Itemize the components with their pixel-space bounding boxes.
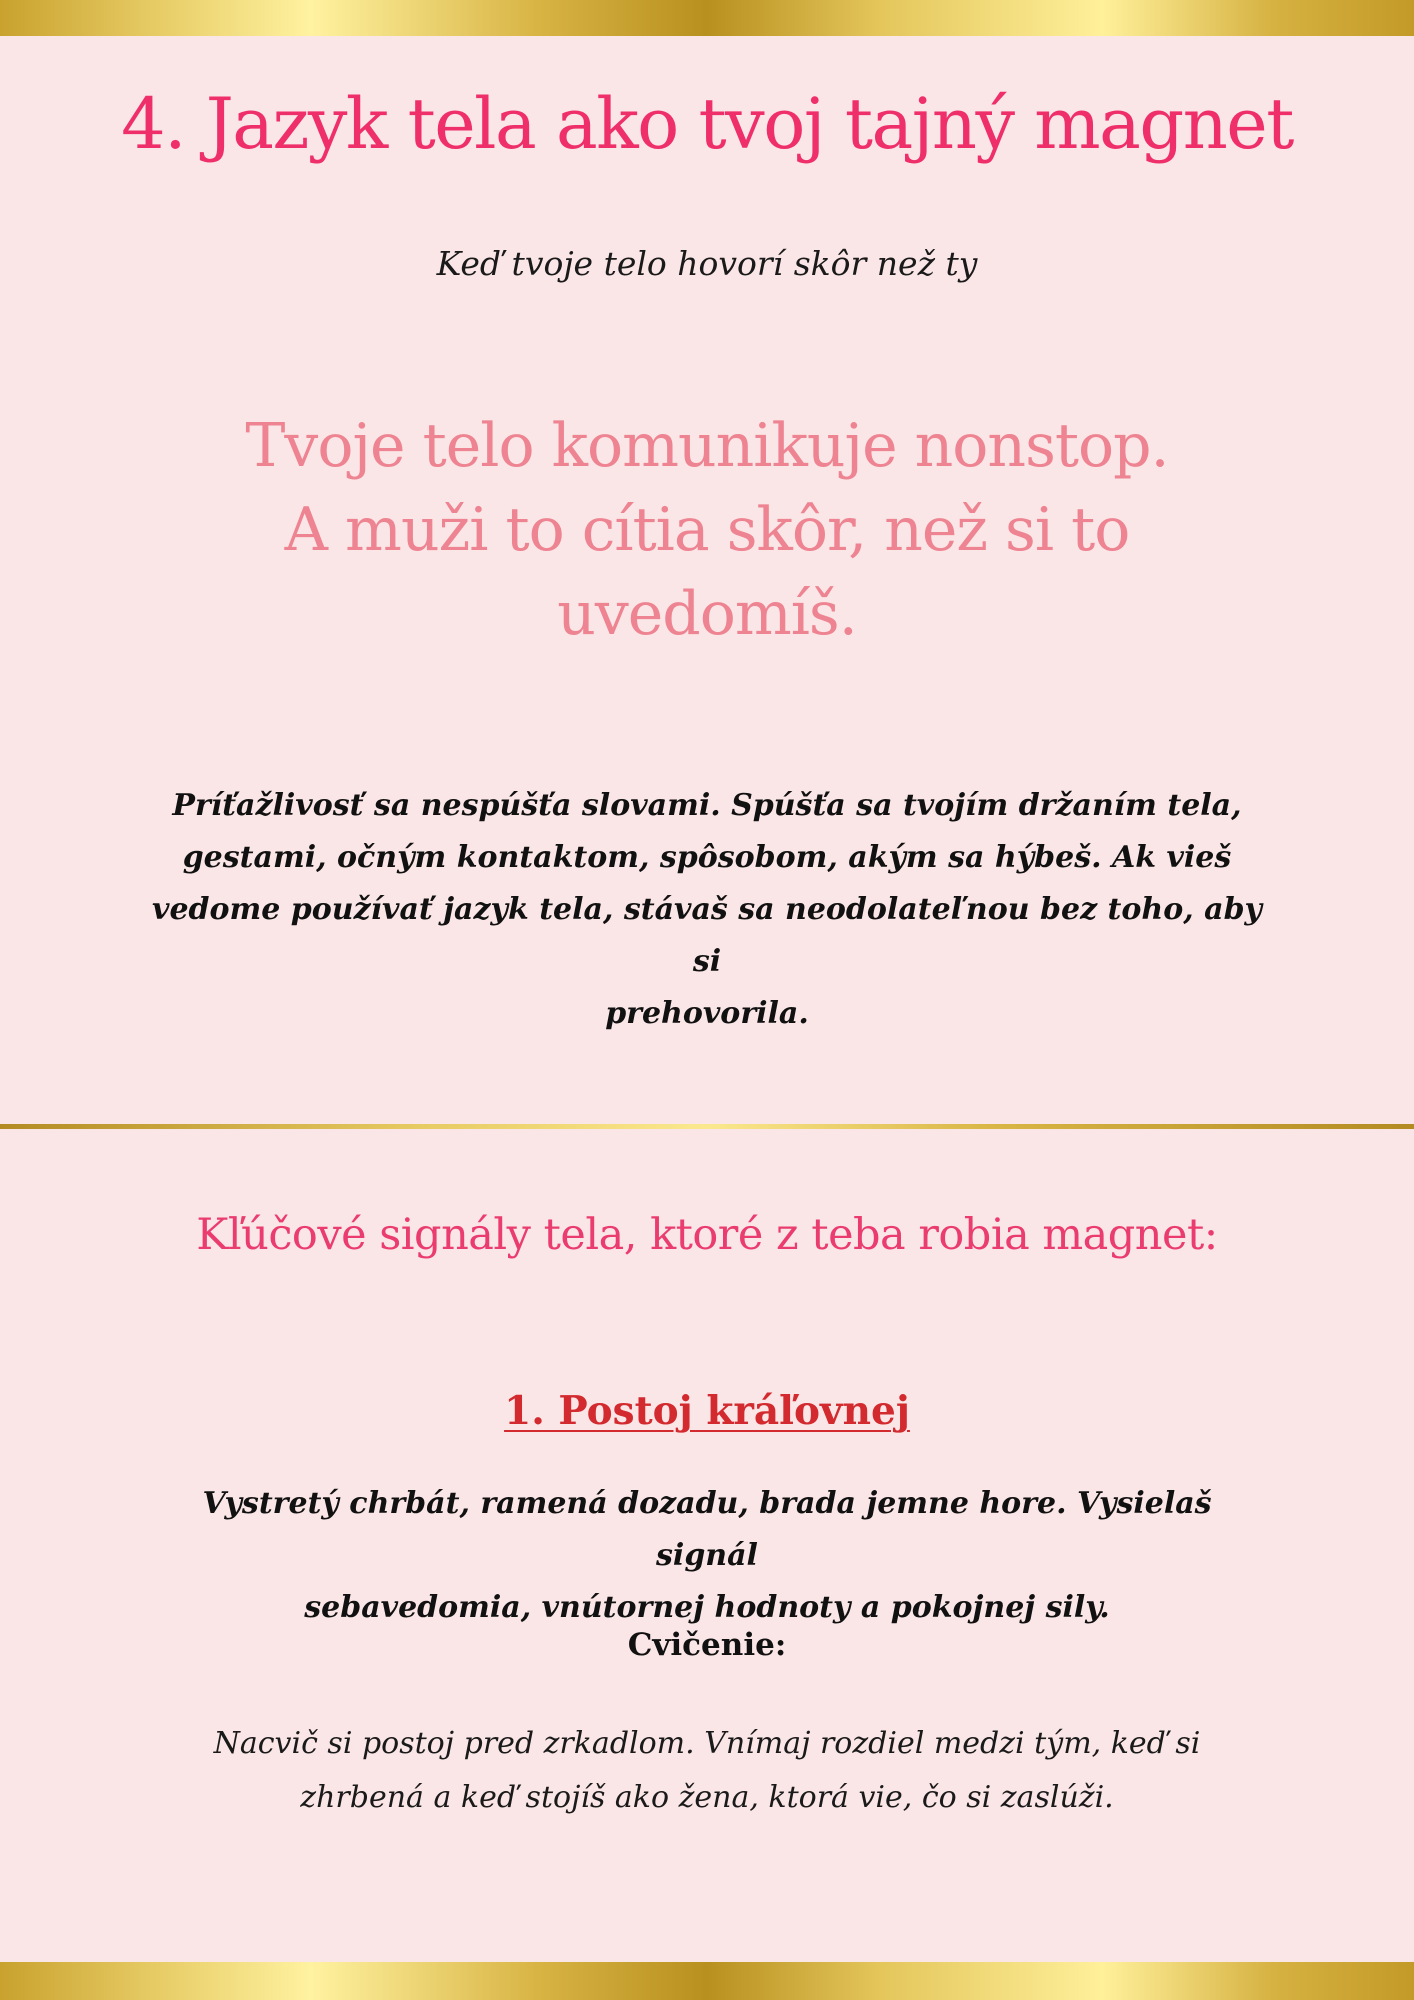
- intro-paragraph: [140, 780, 1274, 1040]
- intro-line: vedome používať jazyk tela, stávaš sa neodolateľnou bez toho, aby si: [152, 892, 1262, 979]
- point-description: [150, 1478, 1264, 1634]
- point-description-line: Vystretý chrbát, ramená dozadu, brada jemne hore. Vysielaš signál: [202, 1486, 1212, 1573]
- gold-divider: [0, 1124, 1414, 1129]
- pull-quote-line: A muži to cítia skôr, než si to: [284, 495, 1130, 565]
- point-description-line: sebavedomia, vnútornej hodnoty a pokojnej sily.: [304, 1590, 1110, 1625]
- top-gold-border: [0, 0, 1414, 36]
- pull-quote-line: Tvoje telo komunikuje nonstop.: [245, 411, 1169, 481]
- page-title: 4. Jazyk tela ako tvoj tajný magnet: [121, 83, 1293, 165]
- exercise-text-line: Nacvič si postoj pred zrkadlom. Vnímaj rozdiel medzi tým, keď si: [213, 1726, 1201, 1761]
- exercise-text: [160, 1717, 1254, 1825]
- pull-quote: [0, 404, 1414, 656]
- page-subtitle: Keď tvoje telo hovorí skôr než ty: [436, 244, 978, 283]
- pull-quote-line: uvedomíš.: [557, 579, 857, 649]
- signals-heading: Kľúčové signály tela, ktoré z teba robia magnet:: [196, 1210, 1218, 1260]
- point-title-text: 1. Postoj kráľovnej: [504, 1388, 910, 1434]
- bottom-gold-border: [0, 1962, 1414, 2000]
- intro-line: Príťažlivosť sa nespúšťa slovami. Spúšťa sa tvojím držaním tela,: [172, 788, 1242, 823]
- exercise-text-line: zhrbená a keď stojíš ako žena, ktorá vie, čo si zaslúži.: [300, 1780, 1114, 1815]
- intro-line: gestami, očným kontaktom, spôsobom, akým sa hýbeš. Ak vieš: [182, 840, 1232, 875]
- point-title: [0, 1388, 1414, 1434]
- exercise-label: Cvičenie:: [627, 1627, 787, 1663]
- intro-line: prehovorila.: [605, 996, 809, 1031]
